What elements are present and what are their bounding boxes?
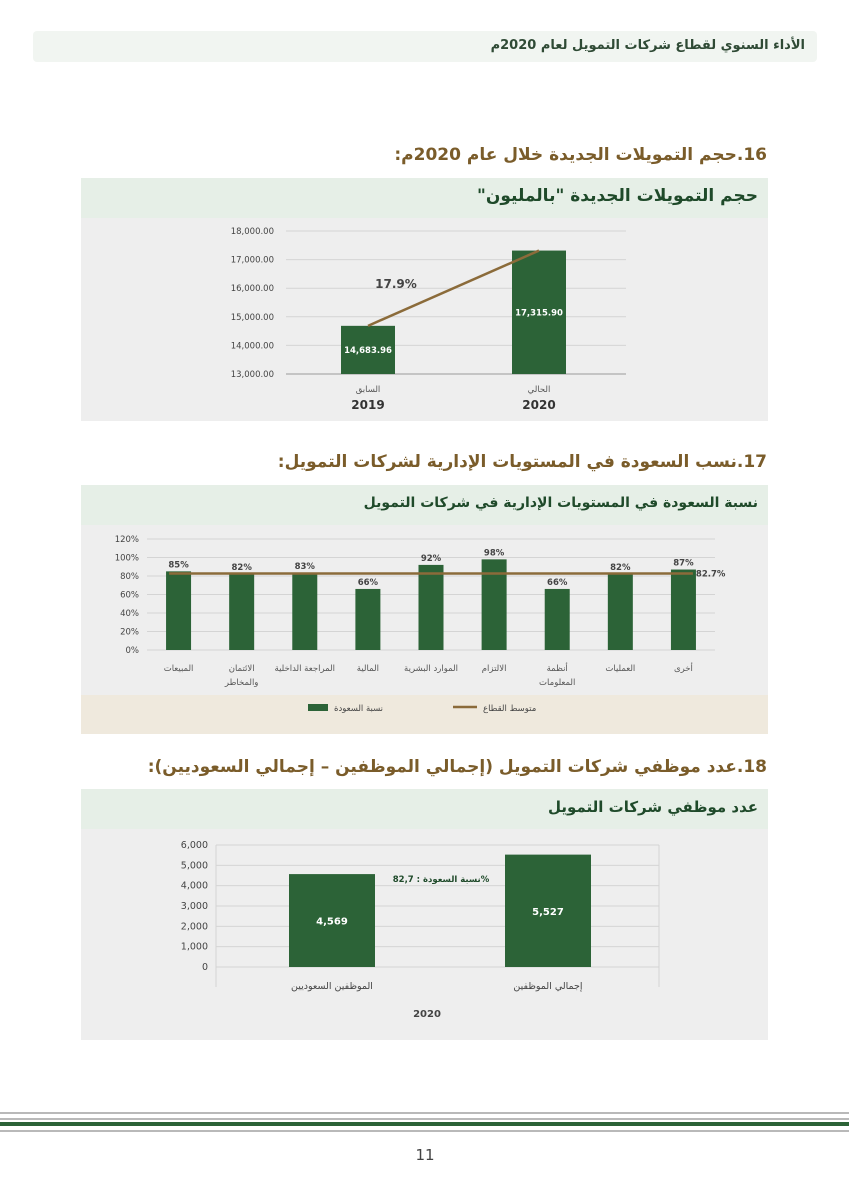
year-label: 2019: [351, 398, 385, 412]
y-tick-label: 16,000.00: [230, 284, 274, 295]
bar-value-label: 66%: [547, 577, 568, 588]
saudization-annotation: نسبة السعودة : 82,7%: [392, 875, 490, 885]
bar-value-label: 17,315.90: [515, 308, 563, 319]
x-axis-title: 2020: [413, 1009, 441, 1020]
y-tick-label: 40%: [120, 609, 139, 619]
employees-chart: [81, 789, 768, 1040]
x-tick-label: الحالي: [527, 385, 551, 395]
y-tick-label: 15,000.00: [230, 312, 274, 323]
y-tick-label: 20%: [120, 627, 139, 638]
x-tick-label: الموظفين السعوديين: [291, 981, 373, 992]
financing-volume-chart: [81, 178, 768, 421]
saudization-chart: [81, 485, 768, 734]
chart-title: نسبة السعودة في المستويات الإدارية في شركات التمويل: [363, 495, 758, 511]
y-tick-label: 4,000: [180, 880, 208, 892]
y-tick-label: 60%: [120, 590, 139, 601]
x-tick-label: أخرى: [673, 664, 693, 674]
y-tick-label: 17,000.00: [230, 255, 274, 266]
chart-card-employees: [81, 789, 768, 1040]
chart-title: عدد موظفي شركات التمويل: [548, 798, 758, 816]
section-16-title: 16.حجم التمويلات الجديدة خلال عام 2020م:: [394, 145, 767, 165]
y-tick-label: 18,000.00: [230, 227, 274, 237]
x-tick-label: إجمالي الموظفين: [513, 981, 583, 992]
bar-value-label: 82%: [231, 563, 252, 574]
footer-divider: [0, 1122, 849, 1126]
section-18-title: 18.عدد موظفي شركات التمويل (إجمالي الموظفين – إجمالي السعوديين):: [147, 757, 767, 777]
bar-value-label: 92%: [420, 553, 442, 564]
y-tick-label: 1,000: [180, 941, 208, 953]
y-tick-label: 3,000: [180, 901, 208, 912]
page-header-title: الأداء السنوي لقطاع شركات التمويل لعام 2020م: [490, 38, 805, 53]
footer-divider: [0, 1118, 849, 1120]
chart-title: حجم التمويلات الجديدة "بالمليون": [477, 186, 758, 206]
x-tick-label: المعلومات: [539, 678, 576, 688]
x-tick-label: السابق: [355, 385, 381, 395]
legend-label: متوسط القطاع: [483, 704, 537, 714]
legend-label: نسبة السعودة: [334, 704, 384, 714]
bar-value-label: 87%: [673, 558, 694, 569]
bar-value-label: 83%: [294, 562, 315, 573]
bar-value-label: 85%: [168, 560, 189, 571]
legend-swatch-bar: [308, 704, 328, 711]
x-tick-label: أنظمة: [546, 664, 568, 674]
chart-card-financing: [81, 178, 768, 421]
y-tick-label: 6,000: [180, 840, 208, 851]
average-label: 82.7%: [695, 569, 726, 580]
bar-value-label: 82%: [610, 563, 631, 574]
bar: [545, 589, 570, 650]
bar: [292, 573, 317, 650]
page-header-bar: [33, 31, 817, 62]
y-tick-label: 5,000: [180, 860, 208, 872]
bar-value-label: 66%: [357, 577, 379, 588]
bar: [355, 589, 380, 650]
footer-divider: [0, 1112, 849, 1114]
bar: [419, 565, 444, 650]
growth-label: 17.9%: [375, 277, 417, 291]
x-tick-label: الالتزام: [481, 664, 507, 674]
chart-card-saudization: [81, 485, 768, 734]
y-tick-label: 14,000.00: [230, 341, 274, 352]
bar: [671, 570, 696, 650]
y-tick-label: 100%: [114, 553, 139, 564]
y-tick-label: 80%: [120, 572, 139, 582]
y-tick-label: 2,000: [180, 921, 208, 933]
x-tick-label: والمخاطر: [224, 678, 259, 688]
footer-divider: [0, 1130, 849, 1132]
year-label: 2020: [522, 398, 556, 412]
bar: [166, 571, 191, 650]
bar-value-label: 98%: [483, 548, 505, 559]
x-tick-label: الموارد البشرية: [404, 664, 458, 674]
section-17-title: 17.نسب السعودة في المستويات الإدارية لشركات التمويل:: [277, 452, 767, 472]
y-tick-label: 0%: [125, 646, 139, 656]
bar-value-label: 14,683.96: [344, 345, 392, 356]
bar: [608, 574, 633, 650]
x-tick-label: الائتمان: [228, 664, 255, 674]
bar-value-label: 5,527: [532, 906, 564, 918]
page-number: 11: [415, 1146, 435, 1164]
x-tick-label: المالية: [356, 664, 379, 674]
bar: [229, 574, 254, 650]
y-tick-label: 13,000.00: [230, 370, 274, 380]
y-tick-label: 0: [201, 962, 208, 973]
bar-value-label: 4,569: [316, 916, 348, 928]
x-tick-label: المراجعة الداخلية: [274, 664, 336, 674]
x-tick-label: العمليات: [605, 664, 636, 674]
x-tick-label: المبيعات: [163, 664, 194, 674]
y-tick-label: 120%: [114, 535, 139, 545]
